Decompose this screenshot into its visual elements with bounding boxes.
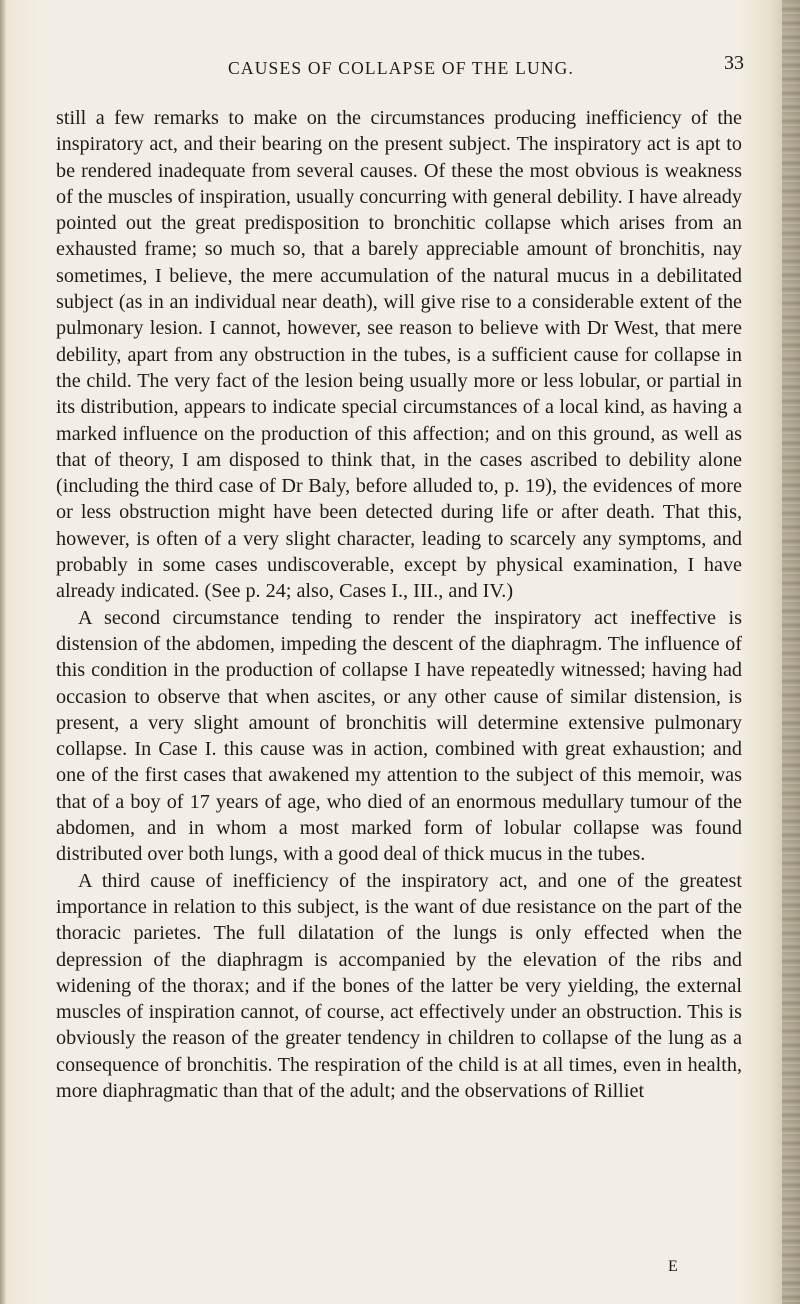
paragraph-2: A second circumstance tending to render the inspiratory act ineffective is distension of the abdomen, impeding the descent of the diaphragm. The influence of this condition in the production of collapse I have repeatedly witnessed; having had occasion to observe that when ascites, or any other cause of similar distension, is present, a very slight amount of bronchitis will determine extensive pulmonary collapse. In Case I. this cause was in action, combined with great exhaustion; and one of the first cases that awakened my attention to the subject of this memoir, was that of a boy of 17 years of age, who died of an enormous medullary tumour of the abdomen, and in whom a most marked form of lobular collapse was found distributed over both lungs, with a good deal of thick mucus in the tubes. [56, 606, 742, 866]
signature-mark: E [668, 1258, 679, 1275]
page-number: 33 [724, 52, 744, 74]
paragraph-1: still a few remarks to make on the circumstances producing inefficiency of the inspiratory act, and their bearing on the present subject. The inspiratory act is apt to be rendered inadequate from several causes. Of these the most obvious is weakness of the muscles of inspiration, usually concurring with general debility. I have already pointed out the great predisposition to bronchitic collapse which arises from an exhausted frame; so much so, that a barely appreciable amount of bronchitis, nay sometimes, I believe, the mere accumulation of the natural mucus in a debilitated subject (as in an individual near death), will give rise to a considerable extent of the pulmonary lesion. I cannot, however, see reason to believe with Dr West, that mere debility, apart from any obstruction in the tubes, is a sufficient cause for collapse in the child. The very fact of the lesion being usually more or less lobular, or partial in its distribution, appears to indicate special circumstances of a local kind, as having a marked influence on the production of this affection; and on this ground, as well as that of theory, I am disposed to think that, in the cases ascribed to debility alone (including the third case of Dr Baly, before alluded to, p. 19), the evidences of more or less obstruction might have been detected during life or after death. That this, however, is often of a very slight character, leading to scarcely any symptoms, and probably in some cases undiscoverable, except by physical examination, I have already indicated. (See p. 24; also, Cases I., III., and IV.) [56, 107, 742, 603]
paragraph-3: A third cause of inefficiency of the inspiratory act, and one of the greatest importance in relation to this subject, is the want of due resistance on the part of the thoracic parietes. The full dilatation of the lungs is only effected when the depression of the diaphragm is accompanied by the elevation of the ribs and widening of the thorax; and if the bones of the latter be very yielding, the external muscles of inspiration cannot, of course, act effectively under an obstruction. This is obviously the reason of the greater tendency in children to collapse of the lung as a consequence of bronchitis. The respiration of the child is at all times, even in health, more diaphragmatic than that of the adult; and the observations of Rilliet [56, 869, 742, 1102]
page-right-edge [782, 0, 800, 1304]
body-text [56, 105, 742, 1104]
page-left-edge [0, 0, 6, 1304]
running-title: CAUSES OF COLLAPSE OF THE LUNG. [228, 58, 575, 78]
running-header [60, 52, 760, 82]
